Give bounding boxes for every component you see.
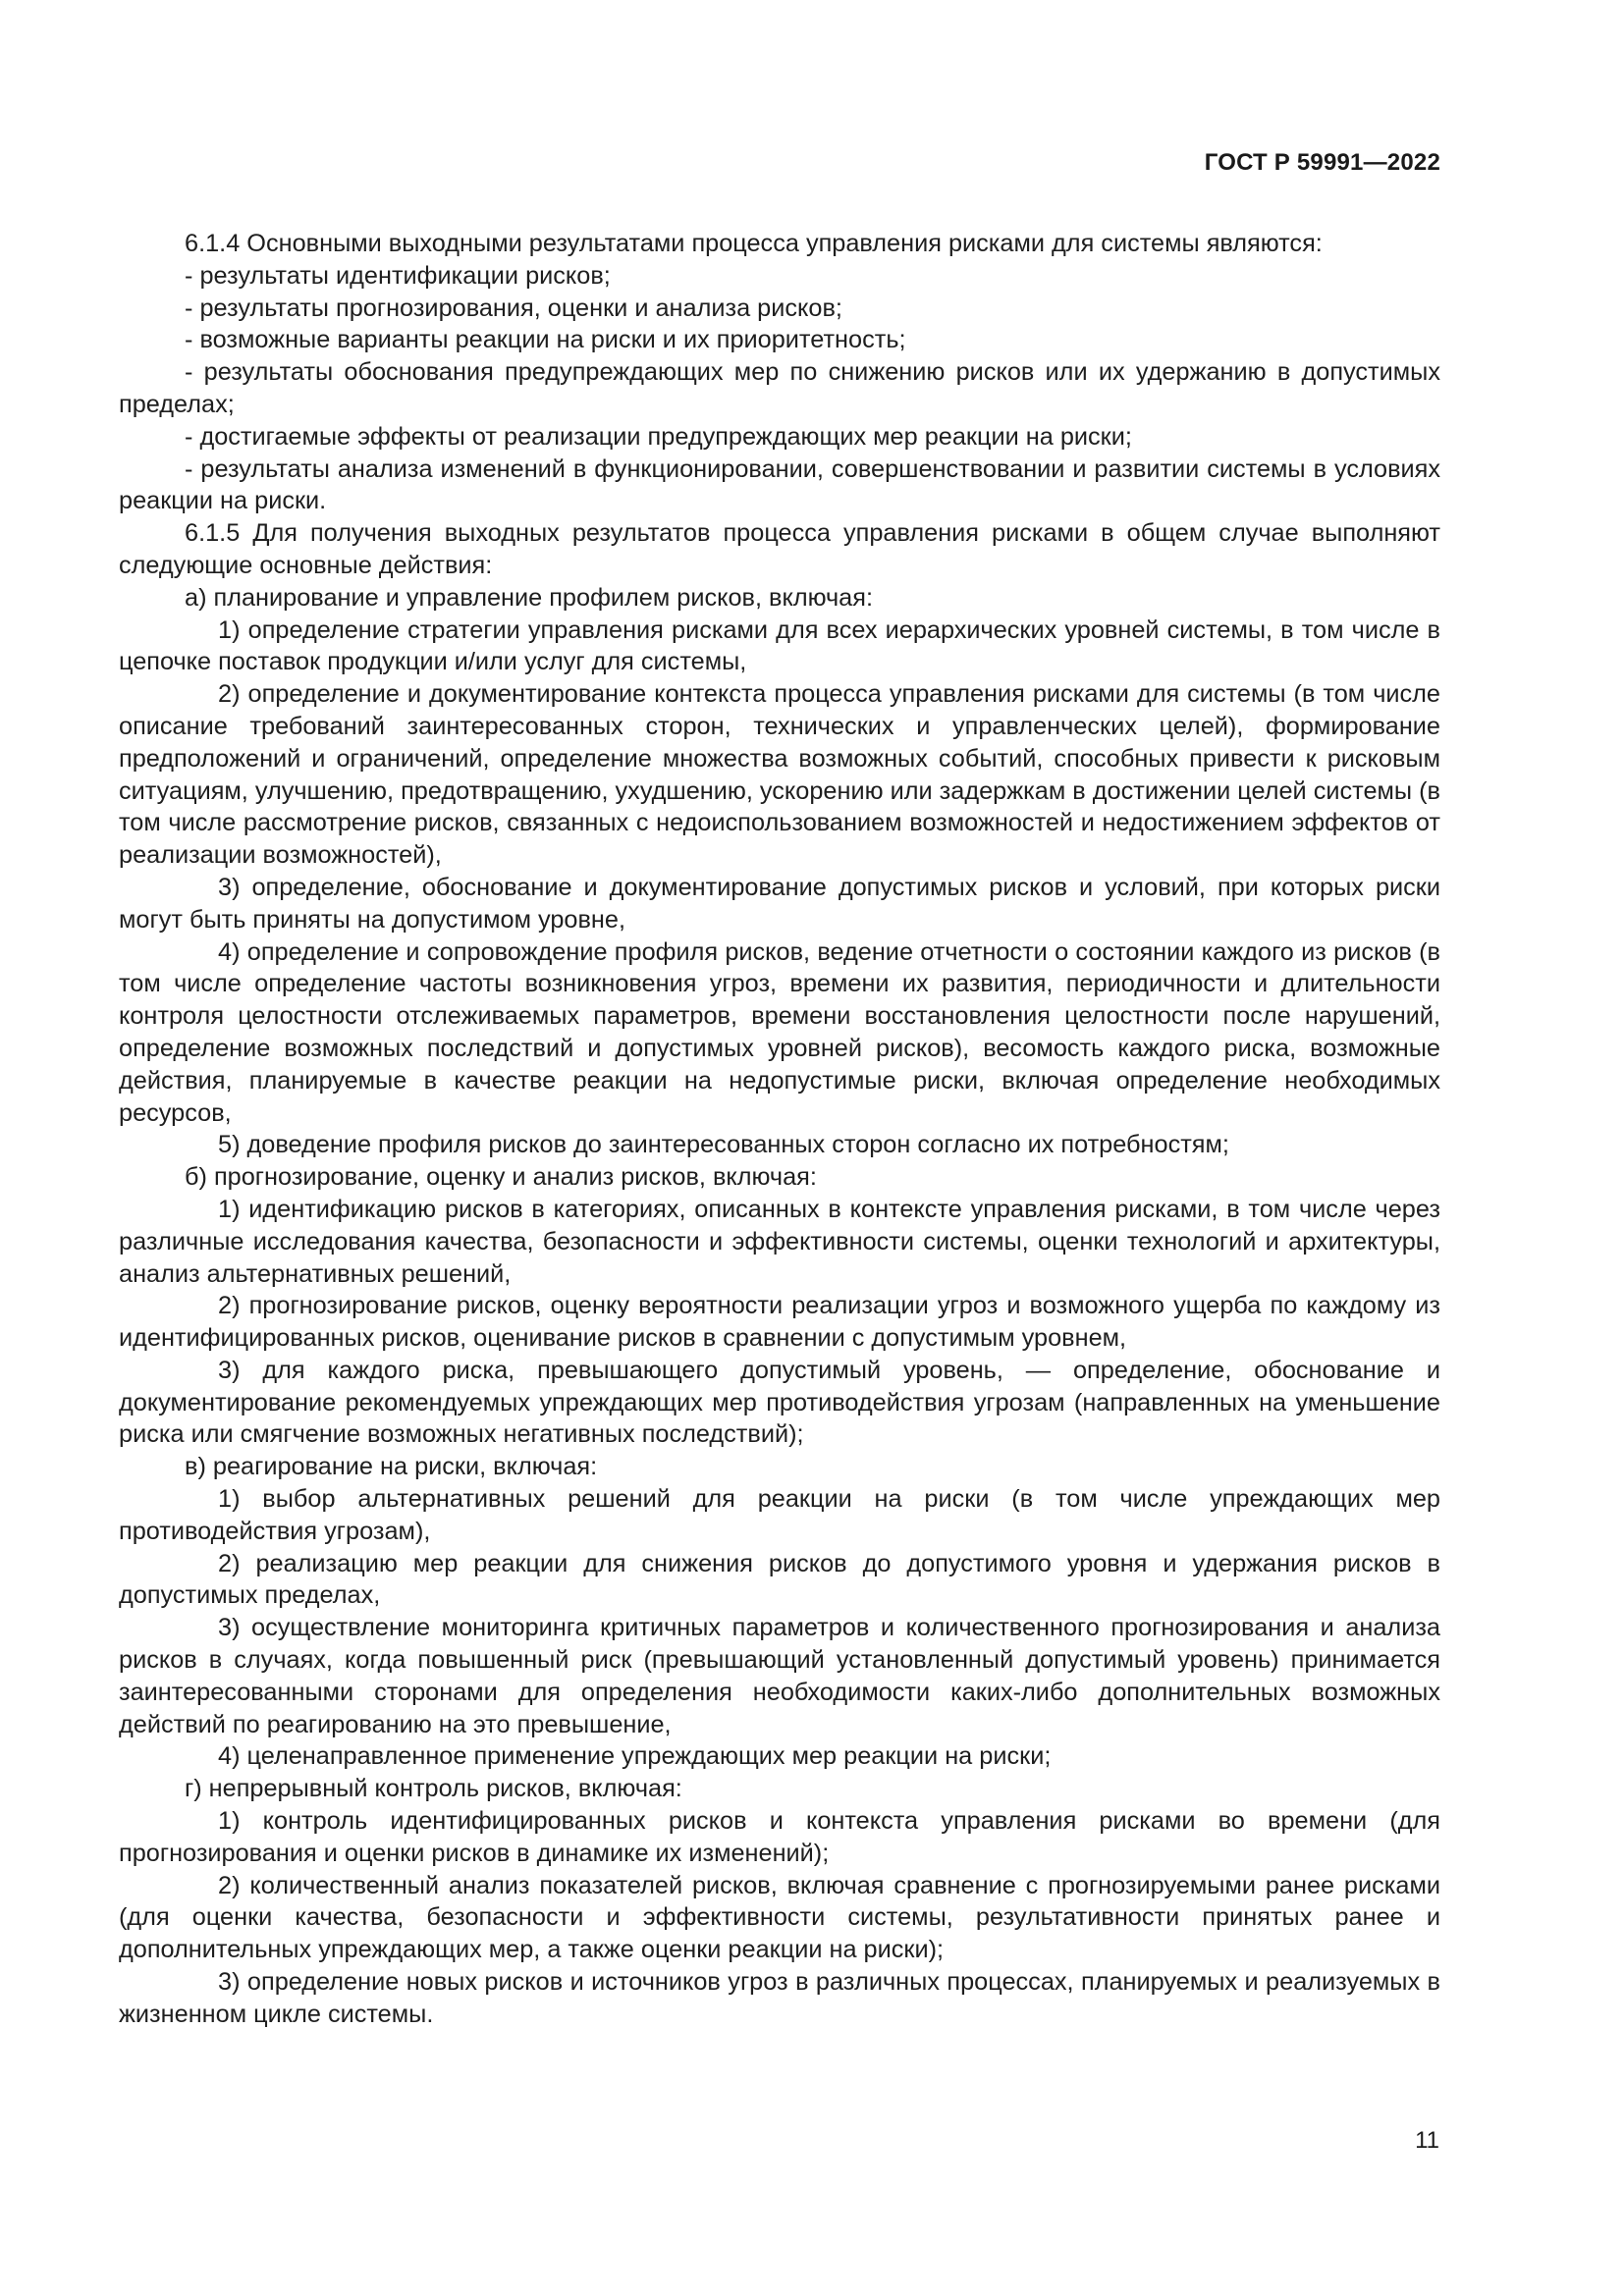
paragraph: 1) идентификацию рисков в категориях, описанных в контексте управления рисками, в том числе через различные исследования качества, безопасности и эффективности системы, оценки технологий и архитектуры, анализ альтернативных решений,	[119, 1195, 1440, 1288]
paragraph: 3) определение новых рисков и источников угроз в различных процессах, планируемых и реализуемых в жизненном цикле системы.	[119, 1968, 1440, 2028]
paragraph: - возможные варианты реакции на риски и их приоритетность;	[185, 326, 906, 354]
paragraph: а) планирование и управление профилем рисков, включая:	[185, 583, 873, 612]
paragraph: 2) реализацию мер реакции для снижения рисков до допустимого уровня и удержания рисков в допустимых пределах,	[119, 1549, 1440, 1610]
paragraph: 3) определение, обоснование и документирование допустимых рисков и условий, при которых риски могут быть приняты на допустимом уровне,	[119, 873, 1440, 934]
paragraph: 2) определение и документирование контекста процесса управления рисками для системы (в том числе описание требований заинтересованных сторон, технических и управленческих целей), формирование предположений и ограничений, определение множества возможных событий, способных привести к рисковым ситуациям, улучшению, предотвращению, ухудшению, ускорению или задержкам в достижении целей системы (в том числе рассмотрение рисков, связанных с недоиспользованием возможностей и недостижением эффектов от реализации возможностей),	[119, 680, 1440, 870]
paragraph: 6.1.4 Основными выходными результатами процесса управления рисками для системы являются:	[185, 230, 1323, 257]
document-body	[119, 228, 1440, 2031]
standard-code-header: ГОСТ Р 59991—2022	[1204, 149, 1440, 176]
paragraph: 1) определение стратегии управления рисками для всех иерархических уровней системы, в том числе в цепочке поставок продукции и/или услуг для системы,	[119, 615, 1440, 676]
paragraph: 2) количественный анализ показателей рисков, включая сравнение с прогнозируемыми ранее рисками (для оценки качества, безопасности и эффективности системы, результативности принятых ранее и дополнительных упреждающих мер, а также оценки реакции на риски);	[119, 1871, 1440, 1964]
paragraph: - результаты идентификации рисков;	[185, 261, 611, 290]
paragraph: 6.1.5 Для получения выходных результатов процесса управления рисками в общем случае выполняют следующие основные действия:	[119, 519, 1440, 579]
page-number: 11	[1415, 2127, 1439, 2154]
paragraph: 4) целенаправленное применение упреждающих мер реакции на риски;	[218, 1742, 1052, 1771]
paragraph: 3) осуществление мониторинга критичных параметров и количественного прогнозирования и анализа рисков в случаях, когда повышенный риск (превышающий установленный допустимый уровень) принимается заинтересованными сторонами для определения необходимости каких-либо дополнительных возможных действий по реагированию на это превышение,	[119, 1614, 1440, 1738]
paragraph: в) реагирование на риски, включая:	[185, 1453, 598, 1481]
paragraph: 2) прогнозирование рисков, оценку вероятности реализации угроз и возможного ущерба по каждому из идентифицированных рисков, оценивание рисков в сравнении с допустимым уровнем,	[119, 1292, 1440, 1353]
paragraph: 1) выбор альтернативных решений для реакции на риски (в том числе упреждающих мер противодействия угрозам),	[119, 1485, 1440, 1545]
paragraph: 4) определение и сопровождение профиля рисков, ведение отчетности о состоянии каждого из рисков (в том числе определение частоты возникновения угроз, времени их развития, периодичности и длительности контроля целостности отслеживаемых параметров, времени восстановления целостности после нарушений, определение возможных последствий и допустимых уровней рисков), весомость каждого риска, возможные действия, планируемые в качестве реакции на недопустимые риски, включая определение необходимых ресурсов,	[119, 937, 1440, 1127]
paragraph: г) непрерывный контроль рисков, включая:	[185, 1775, 682, 1803]
paragraph: - результаты обоснования предупреждающих мер по снижению рисков или их удержанию в допустимых пределах;	[119, 358, 1440, 418]
paragraph: 5) доведение профиля рисков до заинтересованных сторон согласно их потребностям;	[218, 1131, 1229, 1159]
paragraph: - результаты прогнозирования, оценки и анализа рисков;	[185, 294, 842, 322]
paragraph: - результаты анализа изменений в функционировании, совершенствовании и развитии системы в условиях реакции на риски.	[119, 454, 1440, 515]
paragraph: - достигаемые эффекты от реализации предупреждающих мер реакции на риски;	[185, 422, 1132, 451]
paragraph: 3) для каждого риска, превышающего допустимый уровень, — определение, обоснование и документирование рекомендуемых упреждающих мер противодействия угрозам (направленных на уменьшение риска или смягчение возможных негативных последствий);	[119, 1356, 1440, 1449]
paragraph: б) прогнозирование, оценку и анализ рисков, включая:	[185, 1163, 817, 1192]
paragraph: 1) контроль идентифицированных рисков и контекста управления рисками во времени (для прогнозирования и оценки рисков в динамике их изменений);	[119, 1807, 1440, 1867]
